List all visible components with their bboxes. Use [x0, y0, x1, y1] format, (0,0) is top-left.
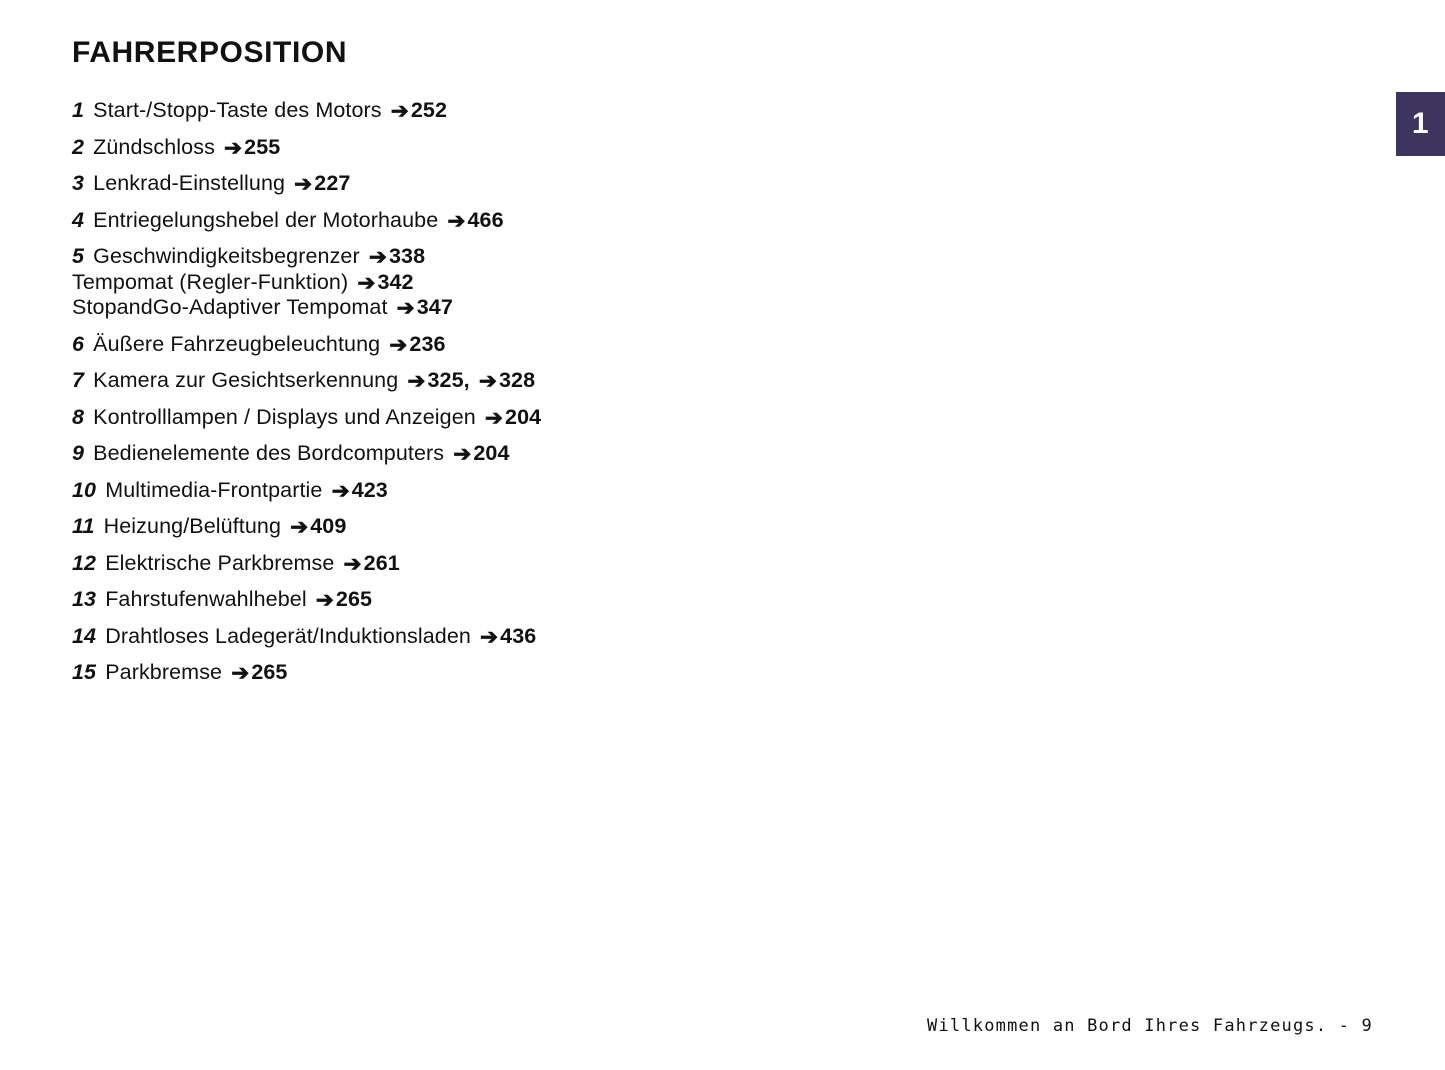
legend-item-number: 4: [72, 207, 85, 232]
legend-line: [72, 244, 425, 268]
legend-item-label: Entriegelungshebel der Motorhaube: [93, 207, 439, 232]
legend-item-number: 14: [72, 623, 97, 648]
legend-line: [72, 135, 280, 159]
page-reference[interactable]: 328: [498, 368, 536, 392]
arrow-icon: ➔: [447, 208, 466, 233]
legend-line: [72, 295, 1272, 321]
legend-item-number: 11: [72, 514, 95, 538]
page-reference[interactable]: 204: [505, 404, 542, 429]
page-reference[interactable]: 436: [500, 623, 537, 648]
page-reference[interactable]: 347: [416, 295, 453, 319]
page-reference[interactable]: 255: [244, 134, 281, 159]
page-title: FAHRERPOSITION: [72, 36, 348, 69]
legend-item-label: Drahtloses Ladegerät/Induktionsladen: [105, 623, 471, 648]
page-reference[interactable]: 265: [335, 587, 373, 611]
legend-item: [72, 368, 1272, 394]
legend-item-label: Multimedia-Frontpartie: [105, 477, 323, 502]
legend-item: [72, 514, 1272, 540]
legend-item-label: Zündschloss: [93, 134, 215, 159]
page-reference[interactable]: 342: [377, 269, 414, 294]
legend-line: [72, 478, 388, 502]
legend-item-label: Heizung/Belüftung: [103, 514, 282, 538]
page-reference[interactable]: 227: [314, 171, 351, 195]
legend-item-number: 8: [72, 404, 85, 429]
legend-line: [72, 332, 446, 356]
legend-line: [72, 98, 447, 122]
legend-item: [72, 478, 1272, 504]
legend-item-number: 15: [72, 660, 97, 684]
legend-item-number: 3: [72, 171, 85, 195]
legend-item: [72, 551, 1272, 577]
arrow-icon: ➔: [368, 245, 387, 269]
page-reference[interactable]: 265: [251, 660, 288, 684]
legend-line: [72, 171, 350, 195]
page-reference[interactable]: 423: [351, 477, 388, 502]
legend-item: [72, 441, 1272, 467]
legend-line: [72, 368, 535, 392]
page-content: [72, 36, 1272, 697]
legend-item: [72, 624, 1272, 650]
legend-item: [72, 405, 1272, 431]
page-footer: Willkommen an Bord Ihres Fahrzeugs. - 9: [927, 1016, 1373, 1036]
legend-list: [72, 98, 1272, 686]
arrow-icon: ➔: [231, 661, 250, 685]
arrow-icon: ➔: [224, 135, 243, 160]
legend-item-label: Äußere Fahrzeugbeleuchtung: [93, 331, 381, 356]
arrow-icon: ➔: [407, 369, 426, 393]
legend-line: [72, 514, 346, 538]
legend-item-number: 2: [72, 134, 85, 159]
legend-line: [72, 587, 372, 611]
legend-item-label: Geschwindigkeitsbegrenzer: [93, 244, 360, 268]
page-reference[interactable]: 409: [310, 514, 347, 538]
legend-item-label: Elektrische Parkbremse: [105, 550, 335, 575]
legend-item: [72, 208, 1272, 234]
page-reference[interactable]: 204: [473, 441, 510, 465]
legend-item-label: Kontrolllampen / Displays und Anzeigen: [93, 404, 476, 429]
legend-line: [72, 660, 287, 684]
legend-item-number: 13: [72, 587, 97, 611]
legend-item-label: Tempomat (Regler-Funktion): [72, 269, 349, 294]
legend-line: [72, 624, 536, 648]
arrow-icon: ➔: [357, 270, 376, 295]
page-reference[interactable]: 325,: [427, 368, 470, 392]
arrow-icon: ➔: [331, 478, 350, 503]
legend-item-number: 9: [72, 441, 85, 465]
arrow-icon: ➔: [478, 369, 497, 393]
arrow-icon: ➔: [294, 172, 313, 196]
page-reference[interactable]: 338: [388, 244, 426, 268]
page-reference[interactable]: 236: [409, 331, 446, 356]
legend-item-label: StopandGo-Adaptiver Tempomat: [72, 295, 388, 319]
legend-item: [72, 171, 1272, 197]
legend-item-number: 7: [72, 368, 85, 392]
arrow-icon: ➔: [484, 405, 504, 430]
legend-item-number: 5: [72, 244, 85, 268]
arrow-icon: ➔: [480, 624, 499, 649]
arrow-icon: ➔: [389, 332, 408, 357]
legend-item-number: 12: [72, 550, 97, 575]
chapter-number-tab: 1: [1396, 92, 1445, 156]
legend-line: [72, 270, 1272, 296]
legend-item: [72, 660, 1272, 686]
legend-line: [72, 405, 541, 429]
arrow-icon: ➔: [396, 296, 415, 320]
page-reference[interactable]: 261: [363, 550, 400, 575]
legend-item: [72, 98, 1272, 124]
legend-item-number: 6: [72, 331, 85, 356]
arrow-icon: ➔: [315, 588, 334, 612]
arrow-icon: ➔: [390, 99, 409, 123]
legend-item-label: Fahrstufenwahlhebel: [105, 587, 307, 611]
arrow-icon: ➔: [290, 515, 309, 539]
legend-line: [72, 551, 400, 575]
legend-item-label: Bedienelemente des Bordcomputers: [93, 441, 445, 465]
legend-item: [72, 332, 1272, 358]
legend-item: [72, 587, 1272, 613]
legend-item-label: Lenkrad-Einstellung: [93, 171, 286, 195]
arrow-icon: ➔: [453, 442, 472, 466]
legend-line: [72, 208, 504, 232]
legend-item-number: 1: [72, 98, 85, 122]
legend-item: [72, 135, 1272, 161]
legend-line: [72, 441, 510, 465]
page-reference[interactable]: 252: [410, 98, 448, 122]
legend-item-number: 10: [72, 477, 97, 502]
legend-item-label: Start-/Stopp-Taste des Motors: [93, 98, 382, 122]
arrow-icon: ➔: [343, 551, 362, 576]
page-reference[interactable]: 466: [467, 207, 504, 232]
legend-item-label: Parkbremse: [105, 660, 223, 684]
legend-item: [72, 244, 1272, 321]
legend-item-label: Kamera zur Gesichtserkennung: [93, 368, 399, 392]
